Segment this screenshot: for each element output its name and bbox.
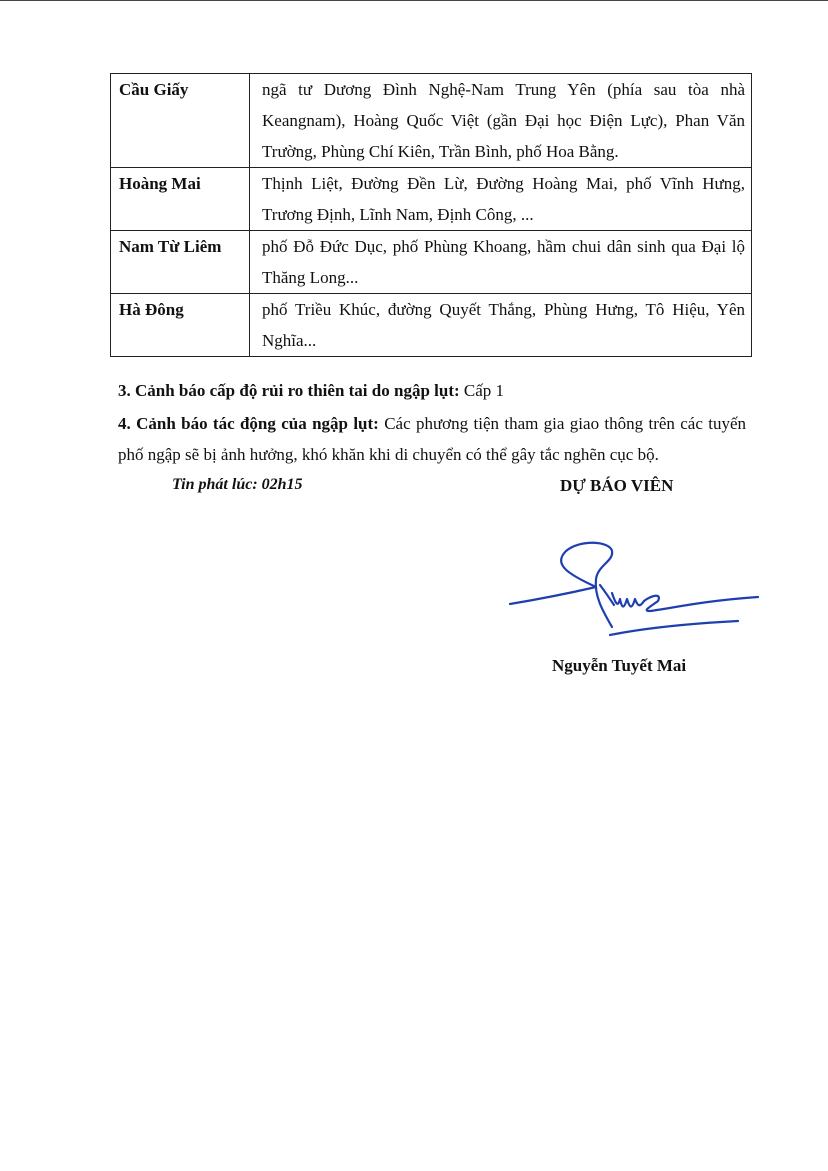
risk-level-value: Cấp 1 [459, 381, 505, 400]
impact-warning-heading: 4. Cảnh báo tác động của ngập lụt: [118, 414, 379, 433]
risk-level-heading: 3. Cảnh báo cấp độ rủi ro thiên tai do ngập lụt: [118, 381, 460, 400]
flooded-streets: Thịnh Liệt, Đường Đền Lừ, Đường Hoàng Mai, phố Vĩnh Hưng, Trương Định, Lĩnh Nam, Định Công, ... [250, 168, 752, 231]
forecaster-title: DỰ BÁO VIÊN [560, 476, 674, 495]
issued-time: Tin phát lúc: 02h15 [172, 476, 303, 493]
table-row [111, 231, 752, 294]
handwritten-signature [500, 535, 770, 655]
impact-warning-paragraph [118, 408, 746, 470]
risk-level-paragraph [118, 375, 746, 406]
flooded-streets: phố Triều Khúc, đường Quyết Thắng, Phùng Hưng, Tô Hiệu, Yên Nghĩa... [250, 294, 752, 357]
district-name: Hà Đông [111, 294, 250, 357]
impact-warning-text: Các phương tiện tham gia giao thông trên các tuyến phố ngập sẽ bị ảnh hưởng, khó khăn khi di chuyển có thể gây tắc nghẽn cục bộ. [118, 414, 747, 464]
signer-name: Nguyễn Tuyết Mai [552, 656, 687, 675]
table-row [111, 294, 752, 357]
district-name: Nam Từ Liêm [111, 231, 250, 294]
flooded-streets: phố Đỗ Đức Dục, phố Phùng Khoang, hầm chui dân sinh qua Đại lộ Thăng Long... [250, 231, 752, 294]
flooded-streets: ngã tư Dương Đình Nghệ-Nam Trung Yên (phía sau tòa nhà Keangnam), Hoàng Quốc Việt (gần Đại học Điện Lực), Phan Văn Trường, Phùng Chí Kiên, Trần Bình, phố Hoa Bằng. [250, 74, 752, 168]
page-top-edge [0, 0, 828, 1]
district-name: Cầu Giấy [111, 74, 250, 168]
flooded-streets-table [110, 73, 752, 357]
table-row [111, 74, 752, 168]
table-row [111, 168, 752, 231]
district-name: Hoàng Mai [111, 168, 250, 231]
